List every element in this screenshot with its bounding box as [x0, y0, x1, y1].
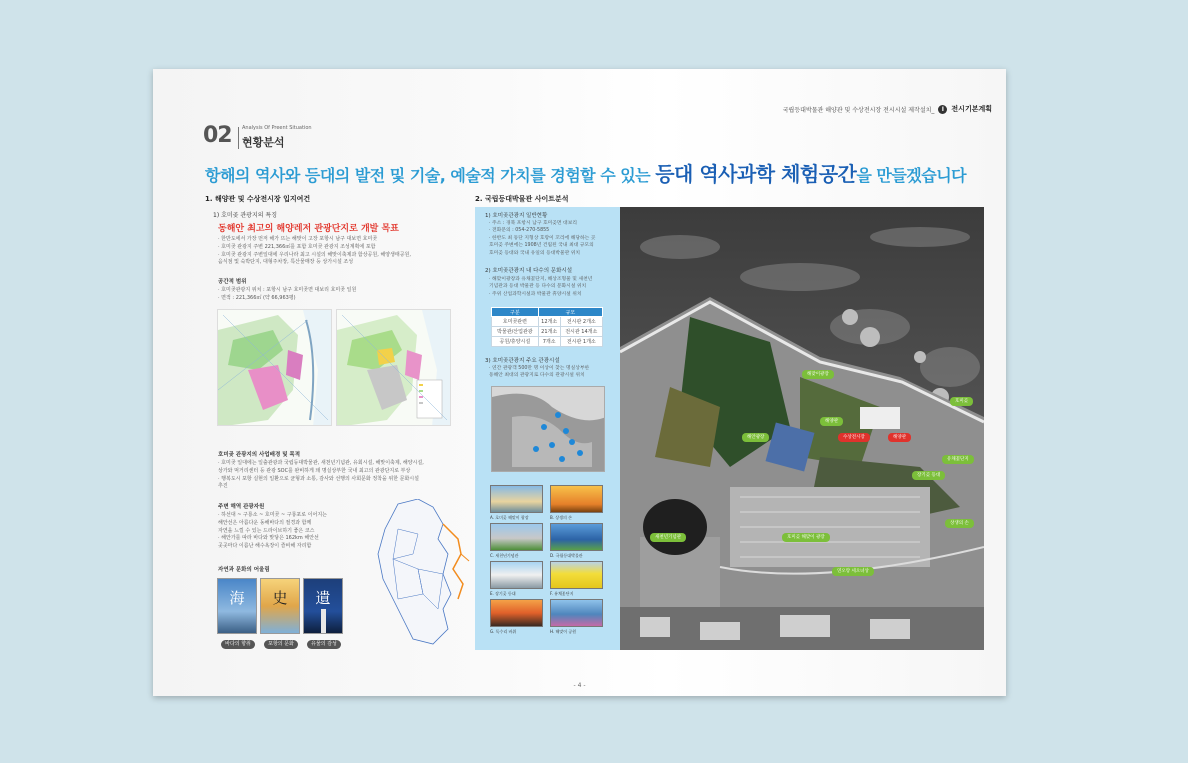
bullets1	[218, 236, 411, 267]
aerial-site-photo	[620, 207, 984, 650]
s2-item: · 주위 산업과학시설과 박물관 휴양시설 위치	[489, 291, 582, 297]
scope-item: · 호미곶관광지 위치 : 포항시 남구 호미곶면 대보리 호미곶 일원	[218, 287, 357, 293]
label-sunrise-plaza: 호미곶 해맞이 광장	[782, 533, 830, 542]
label-ocean-hall-red: 해양관	[888, 433, 911, 442]
photo-g	[490, 599, 543, 627]
around-item: 곳곳마다 이름난 해수욕장이 즐비해 자리함	[218, 543, 312, 549]
s2-list	[489, 276, 592, 298]
culture-char: 史	[272, 589, 288, 607]
sea-photo	[217, 578, 257, 634]
scope-item: · 면적 : 221,366㎡ (약 66,963평)	[218, 294, 296, 301]
table-row	[492, 317, 603, 327]
pill-culture: 포항의 문화	[264, 640, 298, 649]
s3-list	[489, 365, 589, 380]
scope-list	[218, 287, 356, 303]
caption-b: B. 상생의 손	[550, 515, 573, 520]
photo-d	[550, 523, 603, 551]
facility-table	[491, 307, 603, 347]
label-plaza: 해맞이광장	[802, 370, 834, 379]
label-hand: 상생의 손	[945, 519, 974, 528]
background-item: · 행복도시 포항 실현의 일환으로 균형과 소통, 감사와 선행의 사회문화 정착을 위한 문화시설	[218, 475, 419, 482]
page-number: - 4 -	[573, 682, 586, 689]
photo-b	[550, 485, 603, 513]
section-korean-title: 현황분석	[242, 136, 285, 149]
section-english-title: Analysis Of Preent Situation	[242, 125, 312, 131]
photo-a	[490, 485, 543, 513]
site-plan-image-2	[336, 309, 451, 426]
s2-item: · 해맞이광장과 유채꽃단지, 해상조형물 및 새천년	[489, 277, 593, 282]
caption-a: A. 호미곶 해맞이 광장	[490, 515, 529, 520]
caption-h: H. 해맞이 공원	[550, 629, 577, 634]
background-title: 호미곶 관광지의 사업배경 및 목적	[218, 452, 301, 458]
around-item: · 하선대 ~ 구룡소 ~ 호미곶 ~ 구룡포로 이어지는	[218, 512, 327, 518]
doc-title: 국립등대박물관 해양관 및 수상전시장 전시시설 제작설치_	[782, 106, 935, 114]
table-cell: 전시관 14개소	[560, 327, 602, 337]
table-cell: 전시관 2개소	[560, 317, 602, 327]
right-column-title: 2. 국립등대박물관 사이트분석	[475, 195, 569, 203]
around-item: 자연을 느낄 수 있는 드라이브하기 좋은 코스	[218, 527, 315, 534]
harmony-title: 자연과 문화의 어울림	[218, 567, 270, 573]
section-number: 02	[203, 123, 232, 148]
lighthouse-shape	[321, 609, 326, 633]
photo-e	[490, 561, 543, 589]
caption-c: C. 새천년기념관	[490, 553, 519, 558]
caption-e: E. 장기곶 등대	[490, 591, 516, 596]
s3-item: · 연간 관광객 500만 명 이상이 찾는 명실상부한	[489, 366, 590, 371]
headline-post: 을 만들겠습니다	[856, 166, 967, 185]
table-header-row	[492, 308, 603, 317]
s1-item: · 한반도 최 동단 지형상 호랑이 꼬리에 해당하는 곳	[489, 235, 596, 241]
label-floating-exhibit: 수상전시장	[838, 433, 870, 442]
around-item: · 해안가를 따라 바다와 맞닿은 162km 해안선	[218, 535, 319, 542]
label-statue: 연오랑 세오녀상	[832, 567, 874, 576]
table-cell: 박물관/산업관광	[492, 327, 539, 337]
table-header: 구분	[492, 308, 539, 317]
around-title: 주변 해역 관광자원	[218, 504, 265, 510]
goal-text: 동해안 최고의 해양레저 관광단지로 개발 목표	[218, 224, 399, 234]
caption-d: D. 국립등대박물관	[550, 553, 583, 558]
label-lighthouse: 장기곶 등대	[912, 471, 945, 480]
photo-c	[490, 523, 543, 551]
running-header	[783, 104, 992, 114]
section-title: 전시기본계획	[951, 105, 992, 113]
table-cell: 7개소	[538, 337, 560, 347]
headline-emphasis: 등대 역사과학 체험공간	[655, 162, 857, 186]
document-page	[153, 69, 1006, 696]
table-cell: 전시관 1개소	[560, 337, 602, 347]
heritage-photo	[303, 578, 343, 634]
s1-item: · 주소 : 경북 포항시 남구 호미곶면 대보리	[489, 221, 577, 226]
s1-item: · 전화문의 : 054-270-5855	[489, 228, 550, 234]
label-homigot: 호미곶	[950, 397, 973, 406]
s1-list	[489, 220, 595, 257]
table-header: 규모	[538, 308, 602, 317]
s1-item: 호미곶 주변에는 1908년 건립된 국내 최대 규모의	[489, 243, 594, 249]
table-cell: 호미곶관련	[492, 317, 539, 327]
caption-f: F. 유채꽃단지	[550, 591, 574, 596]
culture-photo	[260, 578, 300, 634]
bullet: · 한반도에서 가장 먼저 해가 뜨는 해맞이 고장 포항시 남구 대보면 호미곶	[218, 236, 378, 242]
s1-item: 호미곶 등대와 국내 유일의 등대박물관 위치	[489, 250, 581, 256]
table-row	[492, 337, 603, 347]
tourist-site-minimap	[491, 386, 605, 472]
left-sub1: 1) 호미곶 관광지의 특징	[213, 212, 278, 219]
table-cell: 공원/휴양시설	[492, 337, 539, 347]
s3-title: 3) 호미곶관광지 주요 관광시설	[485, 358, 560, 364]
background-item: 추진	[218, 483, 228, 490]
background-item: · 호미곶 일대에는 일출관광과 국립등대박물관, 새천년기념관, 유회시설, 해맞이축제, 해양시설,	[218, 460, 424, 466]
left-column-title: 1. 해양관 및 수상전시장 입지여건	[205, 195, 311, 203]
s2-title: 2) 호미곶관광지 내 다수의 문화시설	[485, 268, 573, 274]
pill-heritage: 유물의 감성	[307, 640, 341, 649]
photo-h	[550, 599, 603, 627]
label-millennium: 새천년기념관	[650, 533, 686, 542]
label-ocean-hall: 해양관	[820, 417, 843, 426]
s3-item: 동해안 최대의 관광지로 다수의 관광시설 위치	[489, 373, 585, 379]
table-cell: 12개소	[538, 317, 560, 327]
sea-char: 海	[229, 589, 245, 607]
photo-f	[550, 561, 603, 589]
section-number-badge: Ⅰ	[938, 105, 947, 114]
section-divider	[238, 127, 239, 149]
around-list	[218, 512, 327, 551]
table-cell: 21개소	[538, 327, 560, 337]
label-canola: 유채꽃단지	[942, 455, 974, 464]
background-item: 상가와 먹거리센터 등 관광 SOC를 완비하게 돼 명실상부한 국내 최고의 관광단지로 부상	[218, 467, 411, 474]
site-plan-image-1	[217, 309, 332, 426]
table-row	[492, 327, 603, 337]
bullet: · 호미곶 관광지 주변일대에 우리나라 최고 시설의 해맞이축제과 함상공원, 해양생태공원,	[218, 251, 411, 258]
s1-title: 1) 호미곶관광지 일반현황	[485, 213, 548, 219]
headline-pre: 항해의 역사와 등대의 발전 및 기술, 예술적 가치를 경험할 수 있는	[205, 166, 656, 185]
bullet: 음식점 및 숙박단지, 대형주차장, 특산물매장 등 상가시설 조성	[218, 259, 354, 266]
background-list	[218, 460, 424, 491]
coastline-route-map	[373, 499, 470, 649]
caption-g: G. 독수리 바위	[490, 629, 517, 634]
bullet: · 호미곶 관광지 주변 221,366㎡를 포함 호미곶 관광지 조성계획에 포함	[218, 243, 376, 250]
scope-title: 공간적 범위	[218, 279, 247, 285]
label-coast-plaza: 해안광장	[742, 433, 769, 442]
page-headline	[205, 158, 966, 187]
around-item: 해안선은 아름다운 동해바다의 절경과 함께	[218, 519, 312, 526]
pill-sea: 바다의 향취	[221, 640, 255, 649]
s2-item: 기념관과 등대 박물관 등 다수의 문화시설 위치	[489, 284, 587, 290]
heritage-char: 遺	[315, 589, 331, 607]
